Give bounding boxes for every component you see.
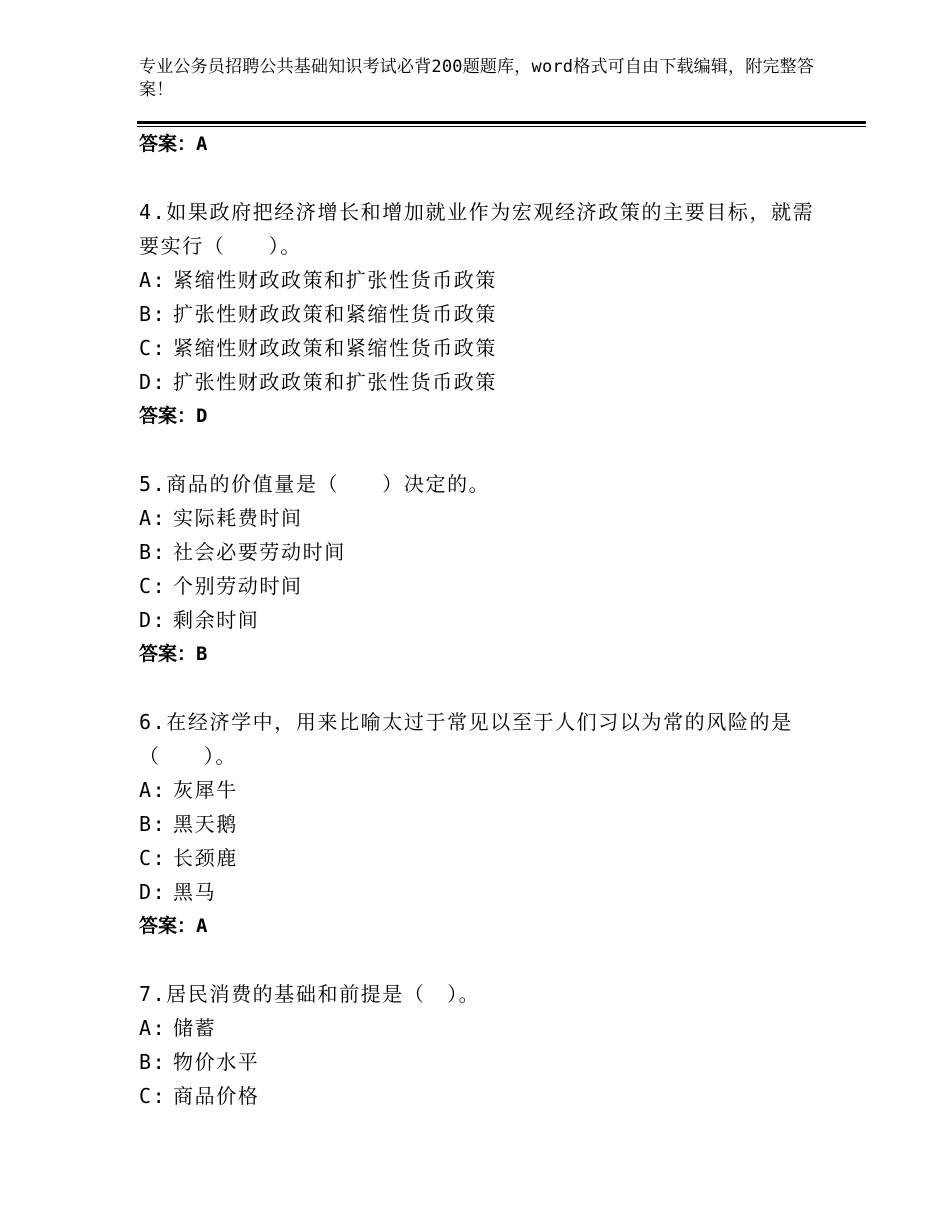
option-b: [139, 297, 819, 331]
answer-label: 答案：: [139, 133, 197, 155]
option-text: 商品价格: [173, 1084, 260, 1108]
option-text: 扩张性财政政策和紧缩性货币政策: [173, 302, 497, 326]
option-key: B:: [139, 302, 167, 326]
option-c: [139, 841, 819, 875]
option-text: 个别劳动时间: [173, 574, 303, 598]
answer-value: A: [196, 133, 208, 155]
option-key: C:: [139, 846, 167, 870]
question-6: [139, 705, 819, 943]
option-key: C:: [139, 1084, 167, 1108]
option-text: 紧缩性财政政策和扩张性货币政策: [173, 268, 497, 292]
question-text: 5.商品的价值量是（ ）决定的。: [139, 472, 491, 496]
option-text: 物价水平: [173, 1050, 260, 1074]
question-text: 6.在经济学中，用来比喻太过于常见以至于人们习以为常的风险的是（ ）。: [139, 710, 793, 768]
option-key: A:: [139, 268, 167, 292]
question-content: [139, 127, 819, 1113]
answer-label: 答案：: [139, 643, 197, 665]
question-7: [139, 977, 819, 1113]
option-key: A:: [139, 506, 167, 530]
option-c: [139, 331, 819, 365]
answer-line-previous: [139, 127, 819, 161]
option-text: 紧缩性财政政策和紧缩性货币政策: [173, 336, 497, 360]
option-key: B:: [139, 812, 167, 836]
option-text: 社会必要劳动时间: [173, 540, 346, 564]
option-text: 黑马: [173, 880, 217, 904]
option-text: 剩余时间: [173, 608, 260, 632]
option-key: C:: [139, 574, 167, 598]
option-key: C:: [139, 336, 167, 360]
option-key: D:: [139, 880, 167, 904]
question-4: [139, 195, 819, 433]
option-c: [139, 569, 819, 603]
option-b: [139, 807, 819, 841]
page-header: 专业公务员招聘公共基础知识考试必背200题题库，word格式可自由下载编辑，附完整答案！: [139, 57, 815, 100]
option-key: A:: [139, 1016, 167, 1040]
answer-label: 答案：: [139, 405, 197, 427]
answer-line: [139, 399, 819, 433]
option-b: [139, 1045, 819, 1079]
answer-value: B: [196, 643, 208, 665]
question-5: [139, 467, 819, 671]
question-text: 7.居民消费的基础和前提是（ ）。: [139, 982, 481, 1006]
option-text: 实际耗费时间: [173, 506, 303, 530]
option-text: 长颈鹿: [173, 846, 238, 870]
option-text: 灰犀牛: [173, 778, 238, 802]
answer-value: A: [196, 915, 208, 937]
answer-label: 答案：: [139, 915, 197, 937]
option-key: D:: [139, 608, 167, 632]
option-key: D:: [139, 370, 167, 394]
question-text: 4.如果政府把经济增长和增加就业作为宏观经济政策的主要目标，就需要实行（ ）。: [139, 200, 815, 258]
option-d: [139, 603, 819, 637]
option-text: 扩张性财政政策和扩张性货币政策: [173, 370, 497, 394]
option-a: [139, 501, 819, 535]
header-rule-thick: [137, 121, 866, 124]
option-key: B:: [139, 540, 167, 564]
option-a: [139, 1011, 819, 1045]
option-d: [139, 875, 819, 909]
option-text: 黑天鹅: [173, 812, 238, 836]
answer-line: [139, 909, 819, 943]
option-b: [139, 535, 819, 569]
option-c: [139, 1079, 819, 1113]
option-a: [139, 263, 819, 297]
option-key: B:: [139, 1050, 167, 1074]
option-d: [139, 365, 819, 399]
option-a: [139, 773, 819, 807]
answer-line: [139, 637, 819, 671]
option-key: A:: [139, 778, 167, 802]
answer-value: D: [196, 405, 208, 427]
option-text: 储蓄: [173, 1016, 217, 1040]
